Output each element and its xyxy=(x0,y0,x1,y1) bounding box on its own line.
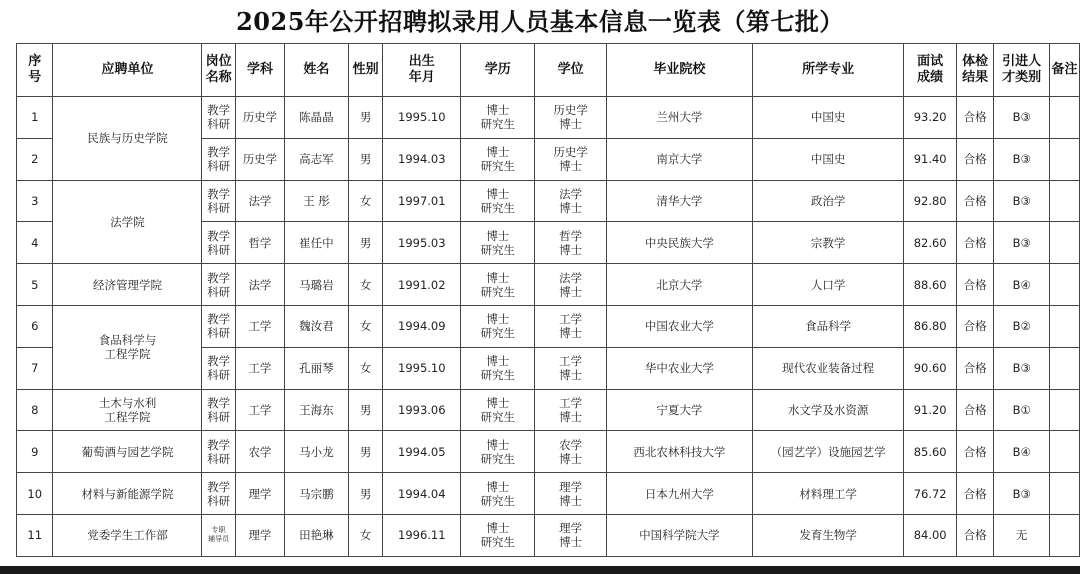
cell-education: 博士 研究生 xyxy=(461,389,535,431)
cell-remark xyxy=(1050,347,1080,389)
cell-talent: B③ xyxy=(994,180,1050,222)
cell-major: 中国史 xyxy=(752,97,903,139)
recruitment-table xyxy=(16,43,1080,557)
cell-education: 博士 研究生 xyxy=(461,264,535,306)
cell-seq: 4 xyxy=(17,222,53,264)
cell-seq: 11 xyxy=(17,514,53,556)
cell-physical: 合格 xyxy=(957,431,994,473)
cell-gender: 男 xyxy=(348,389,382,431)
cell-post: 教学 科研 xyxy=(202,97,236,139)
cell-education: 博士 研究生 xyxy=(461,222,535,264)
cell-name: 孔丽琴 xyxy=(284,347,348,389)
cell-seq: 9 xyxy=(17,431,53,473)
table-row xyxy=(17,431,1080,473)
cell-major: 食品科学 xyxy=(752,305,903,347)
cell-birth: 1994.03 xyxy=(383,138,461,180)
cell-physical: 合格 xyxy=(957,389,994,431)
cell-major: 发育生物学 xyxy=(752,514,903,556)
cell-birth: 1995.10 xyxy=(383,97,461,139)
cell-degree: 理学 博士 xyxy=(535,514,606,556)
cell-discipline: 哲学 xyxy=(235,222,284,264)
table-container xyxy=(16,43,1080,557)
header-label-line: 应聘单位 xyxy=(101,62,154,77)
header-seq xyxy=(17,44,53,97)
cell-degree: 历史学 博士 xyxy=(535,138,606,180)
header-label-line: 引进人 xyxy=(1002,54,1042,69)
cell-score: 91.40 xyxy=(904,138,957,180)
header-discipline xyxy=(235,44,284,97)
header-birth xyxy=(383,44,461,97)
cell-name: 魏汝君 xyxy=(284,305,348,347)
cell-name: 王海东 xyxy=(284,389,348,431)
cell-gender: 男 xyxy=(348,97,382,139)
header-post xyxy=(202,44,236,97)
cell-degree: 哲学 博士 xyxy=(535,222,606,264)
header-major xyxy=(752,44,903,97)
header-talent xyxy=(994,44,1050,97)
header-education xyxy=(461,44,535,97)
cell-score: 85.60 xyxy=(904,431,957,473)
cell-education: 博士 研究生 xyxy=(461,431,535,473)
cell-discipline: 法学 xyxy=(235,180,284,222)
cell-name: 崔任中 xyxy=(284,222,348,264)
cell-education: 博士 研究生 xyxy=(461,347,535,389)
cell-score: 90.60 xyxy=(904,347,957,389)
cell-remark xyxy=(1050,222,1080,264)
header-label-line: 体检 xyxy=(962,54,989,69)
cell-remark xyxy=(1050,264,1080,306)
cell-remark xyxy=(1050,514,1080,556)
cell-score: 82.60 xyxy=(904,222,957,264)
cell-post: 教学 科研 xyxy=(202,264,236,306)
cell-score: 93.20 xyxy=(904,97,957,139)
cell-physical: 合格 xyxy=(957,138,994,180)
cell-physical: 合格 xyxy=(957,180,994,222)
table-body xyxy=(17,97,1080,557)
cell-seq: 8 xyxy=(17,389,53,431)
cell-seq: 3 xyxy=(17,180,53,222)
cell-birth: 1994.09 xyxy=(383,305,461,347)
cell-major: 材料理工学 xyxy=(752,473,903,515)
header-name xyxy=(284,44,348,97)
cell-score: 76.72 xyxy=(904,473,957,515)
header-label-line: 备注 xyxy=(1051,62,1078,77)
cell-post: 教学 科研 xyxy=(202,347,236,389)
cell-physical: 合格 xyxy=(957,97,994,139)
header-label-line: 姓名 xyxy=(303,62,330,77)
cell-unit: 党委学生工作部 xyxy=(53,514,202,556)
cell-talent: B③ xyxy=(994,347,1050,389)
header-label-line: 名称 xyxy=(205,70,232,85)
cell-major: 政治学 xyxy=(752,180,903,222)
cell-discipline: 工学 xyxy=(235,305,284,347)
cell-unit: 法学院 xyxy=(53,180,202,264)
cell-discipline: 农学 xyxy=(235,431,284,473)
cell-physical: 合格 xyxy=(957,514,994,556)
cell-school: 北京大学 xyxy=(606,264,752,306)
header-school xyxy=(606,44,752,97)
cell-birth: 1994.04 xyxy=(383,473,461,515)
cell-name: 田艳琳 xyxy=(284,514,348,556)
cell-birth: 1996.11 xyxy=(383,514,461,556)
cell-name: 马小龙 xyxy=(284,431,348,473)
header-label-line: 毕业院校 xyxy=(653,62,706,77)
cell-talent: B③ xyxy=(994,222,1050,264)
cell-physical: 合格 xyxy=(957,305,994,347)
cell-school: 华中农业大学 xyxy=(606,347,752,389)
cell-post: 教学 科研 xyxy=(202,222,236,264)
cell-unit: 葡萄酒与园艺学院 xyxy=(53,431,202,473)
header-label-line: 才类别 xyxy=(1002,70,1042,85)
table-row xyxy=(17,514,1080,556)
cell-seq: 2 xyxy=(17,138,53,180)
cell-degree: 历史学 博士 xyxy=(535,97,606,139)
cell-remark xyxy=(1050,138,1080,180)
cell-education: 博士 研究生 xyxy=(461,305,535,347)
cell-remark xyxy=(1050,431,1080,473)
cell-birth: 1995.03 xyxy=(383,222,461,264)
header-physical xyxy=(957,44,994,97)
cell-discipline: 工学 xyxy=(235,347,284,389)
cell-school: 中国农业大学 xyxy=(606,305,752,347)
cell-school: 清华大学 xyxy=(606,180,752,222)
cell-seq: 7 xyxy=(17,347,53,389)
header-label-line: 岗位 xyxy=(205,54,232,69)
cell-school: 中央民族大学 xyxy=(606,222,752,264)
cell-gender: 男 xyxy=(348,431,382,473)
cell-talent: 无 xyxy=(994,514,1050,556)
cell-talent: B① xyxy=(994,389,1050,431)
cell-gender: 女 xyxy=(348,514,382,556)
cell-talent: B④ xyxy=(994,264,1050,306)
cell-discipline: 法学 xyxy=(235,264,284,306)
cell-unit: 民族与历史学院 xyxy=(53,97,202,181)
cell-gender: 男 xyxy=(348,473,382,515)
cell-birth: 1997.01 xyxy=(383,180,461,222)
header-label-line: 号 xyxy=(28,70,42,85)
cell-seq: 6 xyxy=(17,305,53,347)
cell-education: 博士 研究生 xyxy=(461,97,535,139)
cell-degree: 工学 博士 xyxy=(535,347,606,389)
cell-seq: 10 xyxy=(17,473,53,515)
header-label-line: 成绩 xyxy=(917,70,944,85)
header-unit xyxy=(53,44,202,97)
cell-talent: B④ xyxy=(994,431,1050,473)
cell-remark xyxy=(1050,97,1080,139)
cell-degree: 工学 博士 xyxy=(535,305,606,347)
cell-post: 教学 科研 xyxy=(202,305,236,347)
table-row xyxy=(17,97,1080,139)
cell-post: 教学 科研 xyxy=(202,138,236,180)
cell-discipline: 理学 xyxy=(235,473,284,515)
cell-major: 人口学 xyxy=(752,264,903,306)
cell-score: 91.20 xyxy=(904,389,957,431)
cell-seq: 1 xyxy=(17,97,53,139)
page-title: 2025年公开招聘拟录用人员基本信息一览表（第七批） xyxy=(236,7,844,36)
cell-major: （园艺学）设施园艺学 xyxy=(752,431,903,473)
cell-unit: 食品科学与 工程学院 xyxy=(53,305,202,389)
cell-score: 84.00 xyxy=(904,514,957,556)
header-label-line: 序 xyxy=(28,54,42,69)
cell-degree: 农学 博士 xyxy=(535,431,606,473)
header-label-line: 性别 xyxy=(352,62,379,77)
cell-major: 宗教学 xyxy=(752,222,903,264)
cell-physical: 合格 xyxy=(957,264,994,306)
header-label-line: 学历 xyxy=(484,62,511,77)
cell-birth: 1994.05 xyxy=(383,431,461,473)
cell-score: 86.80 xyxy=(904,305,957,347)
cell-gender: 女 xyxy=(348,180,382,222)
cell-birth: 1991.02 xyxy=(383,264,461,306)
cell-school: 南京大学 xyxy=(606,138,752,180)
cell-discipline: 理学 xyxy=(235,514,284,556)
cell-education: 博士 研究生 xyxy=(461,138,535,180)
header-label-line: 出生 xyxy=(408,54,435,69)
table-row xyxy=(17,389,1080,431)
table-row xyxy=(17,264,1080,306)
cell-remark xyxy=(1050,180,1080,222)
header-score xyxy=(904,44,957,97)
header-row xyxy=(17,44,1080,97)
cell-gender: 男 xyxy=(348,138,382,180)
cell-unit: 经济管理学院 xyxy=(53,264,202,306)
cell-education: 博士 研究生 xyxy=(461,514,535,556)
cell-score: 92.80 xyxy=(904,180,957,222)
cell-birth: 1993.06 xyxy=(383,389,461,431)
cell-post: 教学 科研 xyxy=(202,431,236,473)
cell-degree: 理学 博士 xyxy=(535,473,606,515)
cell-gender: 女 xyxy=(348,347,382,389)
cell-school: 中国科学院大学 xyxy=(606,514,752,556)
cell-physical: 合格 xyxy=(957,473,994,515)
cell-school: 日本九州大学 xyxy=(606,473,752,515)
cell-birth: 1995.10 xyxy=(383,347,461,389)
cell-physical: 合格 xyxy=(957,347,994,389)
cell-discipline: 历史学 xyxy=(235,138,284,180)
cell-post: 专职 辅导员 xyxy=(202,514,236,556)
header-degree xyxy=(535,44,606,97)
cell-gender: 女 xyxy=(348,264,382,306)
cell-education: 博士 研究生 xyxy=(461,473,535,515)
cell-talent: B③ xyxy=(994,97,1050,139)
cell-post: 教学 科研 xyxy=(202,389,236,431)
cell-name: 马宗鹏 xyxy=(284,473,348,515)
cell-post: 教学 科研 xyxy=(202,473,236,515)
cell-talent: B③ xyxy=(994,138,1050,180)
header-remark xyxy=(1050,44,1080,97)
cell-name: 高志军 xyxy=(284,138,348,180)
cell-degree: 法学 博士 xyxy=(535,180,606,222)
cell-discipline: 历史学 xyxy=(235,97,284,139)
cell-degree: 法学 博士 xyxy=(535,264,606,306)
cell-school: 兰州大学 xyxy=(606,97,752,139)
cell-major: 现代农业装备过程 xyxy=(752,347,903,389)
cell-post: 教学 科研 xyxy=(202,180,236,222)
cell-talent: B③ xyxy=(994,473,1050,515)
table-row xyxy=(17,473,1080,515)
header-label-line: 学位 xyxy=(557,62,584,77)
cell-talent: B② xyxy=(994,305,1050,347)
header-label-line: 学科 xyxy=(246,62,273,77)
cell-name: 陈晶晶 xyxy=(284,97,348,139)
header-label-line: 所学专业 xyxy=(802,62,855,77)
cell-physical: 合格 xyxy=(957,222,994,264)
table-row xyxy=(17,305,1080,347)
cell-remark xyxy=(1050,305,1080,347)
cell-gender: 女 xyxy=(348,305,382,347)
cell-remark xyxy=(1050,389,1080,431)
cell-unit: 土木与水利 工程学院 xyxy=(53,389,202,431)
header-label-line: 面试 xyxy=(917,54,944,69)
cell-gender: 男 xyxy=(348,222,382,264)
cell-name: 马璐岩 xyxy=(284,264,348,306)
cell-score: 88.60 xyxy=(904,264,957,306)
header-gender xyxy=(348,44,382,97)
header-label-line: 结果 xyxy=(962,70,989,85)
cell-school: 宁夏大学 xyxy=(606,389,752,431)
cell-discipline: 工学 xyxy=(235,389,284,431)
cell-major: 水文学及水资源 xyxy=(752,389,903,431)
cell-unit: 材料与新能源学院 xyxy=(53,473,202,515)
bottom-edge-bar xyxy=(0,566,1080,574)
header-label-line: 年月 xyxy=(408,70,435,85)
cell-major: 中国史 xyxy=(752,138,903,180)
cell-seq: 5 xyxy=(17,264,53,306)
table-row xyxy=(17,180,1080,222)
cell-education: 博士 研究生 xyxy=(461,180,535,222)
cell-school: 西北农林科技大学 xyxy=(606,431,752,473)
cell-remark xyxy=(1050,473,1080,515)
cell-degree: 工学 博士 xyxy=(535,389,606,431)
cell-name: 王 彤 xyxy=(284,180,348,222)
